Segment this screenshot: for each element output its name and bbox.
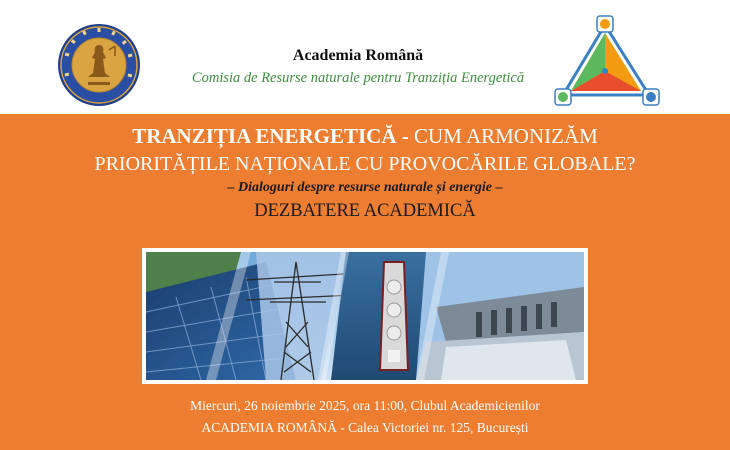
banner-image-frame (142, 248, 588, 384)
event-location: ACADEMIA ROMÂNĂ - Calea Victoriei nr. 125, București (201, 420, 529, 435)
event-type: DEZBATERE ACADEMICĂ (254, 201, 476, 221)
event-title-line1 (0, 124, 730, 148)
event-subtitle: – Dialoguri despre resurse naturale și energie – (227, 180, 503, 195)
academia-romana-seal-icon (57, 23, 141, 107)
event-date-time: Miercuri, 26 noiembrie 2025, ora 11:00, Clubul Academicienilor (190, 398, 540, 413)
organization-name: Academia Română (292, 47, 424, 64)
header (0, 0, 730, 114)
event-title-line2: PRIORITĂȚILE NAȚIONALE CU PROVOCĂRILE GLOBALE? (94, 153, 636, 175)
event-title-rest: CUM ARMONIZĂM (408, 124, 598, 148)
energy-collage-image (146, 252, 584, 380)
energy-transition-triangle-icon (553, 15, 663, 109)
event-title-bold: TRANZIȚIA ENERGETICĂ - (132, 124, 409, 148)
commission-name: Comisia de Resurse naturale pentru Tranziția Energetică (191, 70, 525, 86)
